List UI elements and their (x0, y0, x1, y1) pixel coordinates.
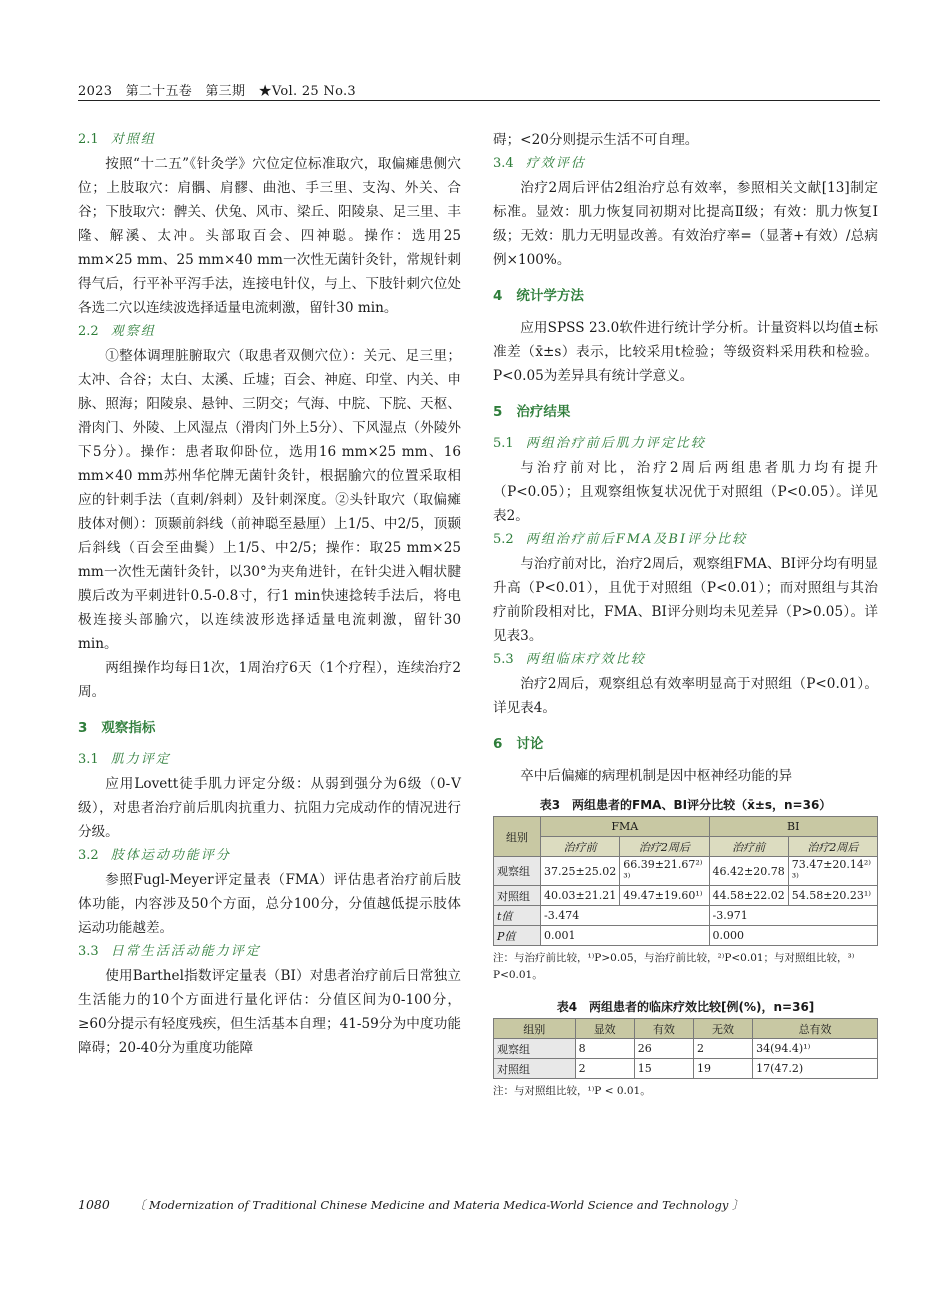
table-row: 观察组 8 26 2 34(94.4)¹⁾ (494, 1039, 878, 1059)
heading-3-4: 3.4 疗效评估 (493, 156, 586, 171)
heading-3: 3 观察指标 (78, 720, 156, 736)
page-footer (78, 1197, 744, 1213)
table-subheader: 治疗前 (541, 837, 620, 857)
table-row: P值 0.001 0.000 (494, 926, 878, 946)
header-rule (78, 100, 880, 101)
right-column (493, 128, 878, 1100)
heading-5-2: 5.2 两组治疗前后FMA及BI评分比较 (493, 532, 748, 547)
paragraph: 参照Fugl-Meyer评定量表（FMA）评估患者治疗前后肢体功能，内容涉及50个方面，总分100分，分值越低提示肢体运动功能越差。 (78, 872, 461, 936)
heading-5-1: 5.1 两组治疗前后肌力评定比较 (493, 436, 706, 451)
table-3-title: 表3 两组患者的FMA、BI评分比较（x̄±s，n=36） (539, 798, 832, 812)
paragraph: 按照“十二五”《针灸学》穴位定位标准取穴，取偏瘫患侧穴位；上肢取穴：肩髃、肩髎、曲池、手三里、支沟、外关、合谷；下肢取穴：髀关、伏兔、风市、梁丘、阳陵泉、足三里、丰隆、解溪、太冲。头部取百会、四神聪。操作：选用25 mm×25 mm、25 mm×40 mm一次性无菌针灸针，常规针刺得气后，行平补平泻手法，连接电针仪，与上、下肢针刺穴位处各选二穴以连续波选择适量电流刺激，留针30 min。 (78, 156, 461, 316)
heading-3-2: 3.2 肢体运动功能评分 (78, 848, 231, 863)
table-header: 有效 (634, 1019, 693, 1039)
table-4-note: 注：与对照组比较，¹⁾P < 0.01。 (493, 1085, 651, 1097)
table-row: 对照组 40.03±21.21 49.47±19.60¹⁾ 44.58±22.02 54.58±20.23¹⁾ (494, 886, 878, 906)
journal-name: 〔 Modernization of Traditional Chinese Medicine and Materia Medica-World Science and Technology 〕 (133, 1198, 744, 1212)
table-subheader: 治疗前 (709, 837, 788, 857)
paragraph: ①整体调理脏腑取穴（取患者双侧穴位）：关元、足三里；太冲、合谷；太白、太溪、丘墟；百会、神庭、印堂、内关、申脉、照海；阳陵泉、悬钟、三阴交；气海、中脘、下脘、天枢、滑肉门、外陵、上风湿点（滑肉门外上5分）、下风湿点（外陵外下5分）。操作：患者取仰卧位，选用16 mm×25 mm、16 mm×40 mm苏州华佗牌无菌针灸针，根据腧穴的位置采取相应的针刺手法（直刺/斜刺）及针刺深度。②头针取穴（取偏瘫肢体对侧）：顶颞前斜线（前神聪至悬厘）上1/5、中2/5，顶颞后斜线（百会至曲鬓）上1/5、中2/5；操作：取25 mm×25 mm一次性无菌针灸针，以30°为夹角进针，在针尖进入帽状腱膜后改为平刺进针0.5-0.8寸，行1 min快速捻转手法后，将电极连接头部腧穴，以连续波形选择适量电流刺激，留针30 min。 (78, 348, 461, 652)
table-3-note: 注：与治疗前比较，¹⁾P>0.05，与治疗前比较，²⁾P<0.01；与对照组比较，³⁾P<0.01。 (493, 952, 855, 981)
table-4-title: 表4 两组患者的临床疗效比较[例(%)，n=36] (556, 1000, 815, 1014)
table-row: 观察组 37.25±25.02 66.39±21.67²⁾³⁾ 46.42±20.78 73.47±20.14²⁾³⁾ (494, 857, 878, 886)
table-header: BI (709, 817, 878, 837)
paragraph: 应用Lovett徒手肌力评定分级：从弱到强分为6级（0-Ⅴ级），对患者治疗前后肌肉抗重力、抗阻力完成动作的情况进行分级。 (78, 776, 461, 840)
heading-5-3: 5.3 两组临床疗效比较 (493, 652, 646, 667)
running-header: 2023 第二十五卷 第三期 ★Vol. 25 No.3 (78, 84, 356, 99)
table-header: 无效 (693, 1019, 752, 1039)
heading-3-1: 3.1 肌力评定 (78, 752, 171, 767)
table-header: 组别 (494, 817, 541, 857)
paragraph: 碍；<20分则提示生活不可自理。 (493, 132, 699, 148)
heading-2-2: 2.2 观察组 (78, 324, 156, 339)
paragraph: 治疗2周后，观察组总有效率明显高于对照组（P<0.01）。详见表4。 (493, 676, 878, 716)
table-header: FMA (541, 817, 710, 837)
table-row: t值 -3.474 -3.971 (494, 906, 878, 926)
table-subheader: 治疗2周后 (620, 837, 709, 857)
paragraph: 与治疗前对比，治疗2周后两组患者肌力均有提升（P<0.05）；且观察组恢复状况优于对照组（P<0.05）。详见表2。 (493, 460, 878, 524)
table-header: 总有效 (753, 1019, 878, 1039)
heading-5: 5 治疗结果 (493, 404, 571, 420)
paragraph: 应用SPSS 23.0软件进行统计学分析。计量资料以均值±标准差（x̄±s）表示，比较采用t检验；等级资料采用秩和检验。P<0.05为差异具有统计学意义。 (493, 320, 878, 384)
paragraph: 治疗2周后评估2组治疗总有效率，参照相关文献[13]制定标准。显效：肌力恢复同初期对比提高Ⅱ级；有效：肌力恢复Ⅰ级；无效：肌力无明显改善。有效治疗率=（显著+有效）/总病例×100%。 (493, 180, 878, 268)
table-header: 组别 (494, 1019, 576, 1039)
paragraph: 卒中后偏瘫的病理机制是因中枢神经功能的异 (520, 768, 793, 784)
heading-6: 6 讨论 (493, 736, 544, 752)
heading-3-3: 3.3 日常生活活动能力评定 (78, 944, 261, 959)
paragraph: 两组操作均每日1次，1周治疗6天（1个疗程），连续治疗2周。 (78, 660, 461, 700)
paragraph: 与治疗前对比，治疗2周后，观察组FMA、BI评分均有明显升高（P<0.01），且优于对照组（P<0.01）；而对照组与其治疗前阶段相对比，FMA、BI评分则均未见差异（P>0.05）。详见表3。 (493, 556, 878, 644)
page-number: 1080 (78, 1197, 110, 1212)
heading-4: 4 统计学方法 (493, 288, 584, 304)
table-header: 显效 (575, 1019, 634, 1039)
table-3 (493, 816, 878, 946)
table-row: 对照组 2 15 19 17(47.2) (494, 1059, 878, 1079)
paragraph: 使用Barthel指数评定量表（BI）对患者治疗前后日常独立生活能力的10个方面进行量化评估：分值区间为0-100分，≥60分提示有轻度残疾，但生活基本自理；41-59分为中度功能障碍；20-40分为重度功能障 (78, 968, 461, 1056)
left-column (78, 128, 461, 1060)
heading-2-1: 2.1 对照组 (78, 132, 156, 147)
table-4 (493, 1018, 878, 1079)
table-subheader: 治疗2周后 (788, 837, 877, 857)
